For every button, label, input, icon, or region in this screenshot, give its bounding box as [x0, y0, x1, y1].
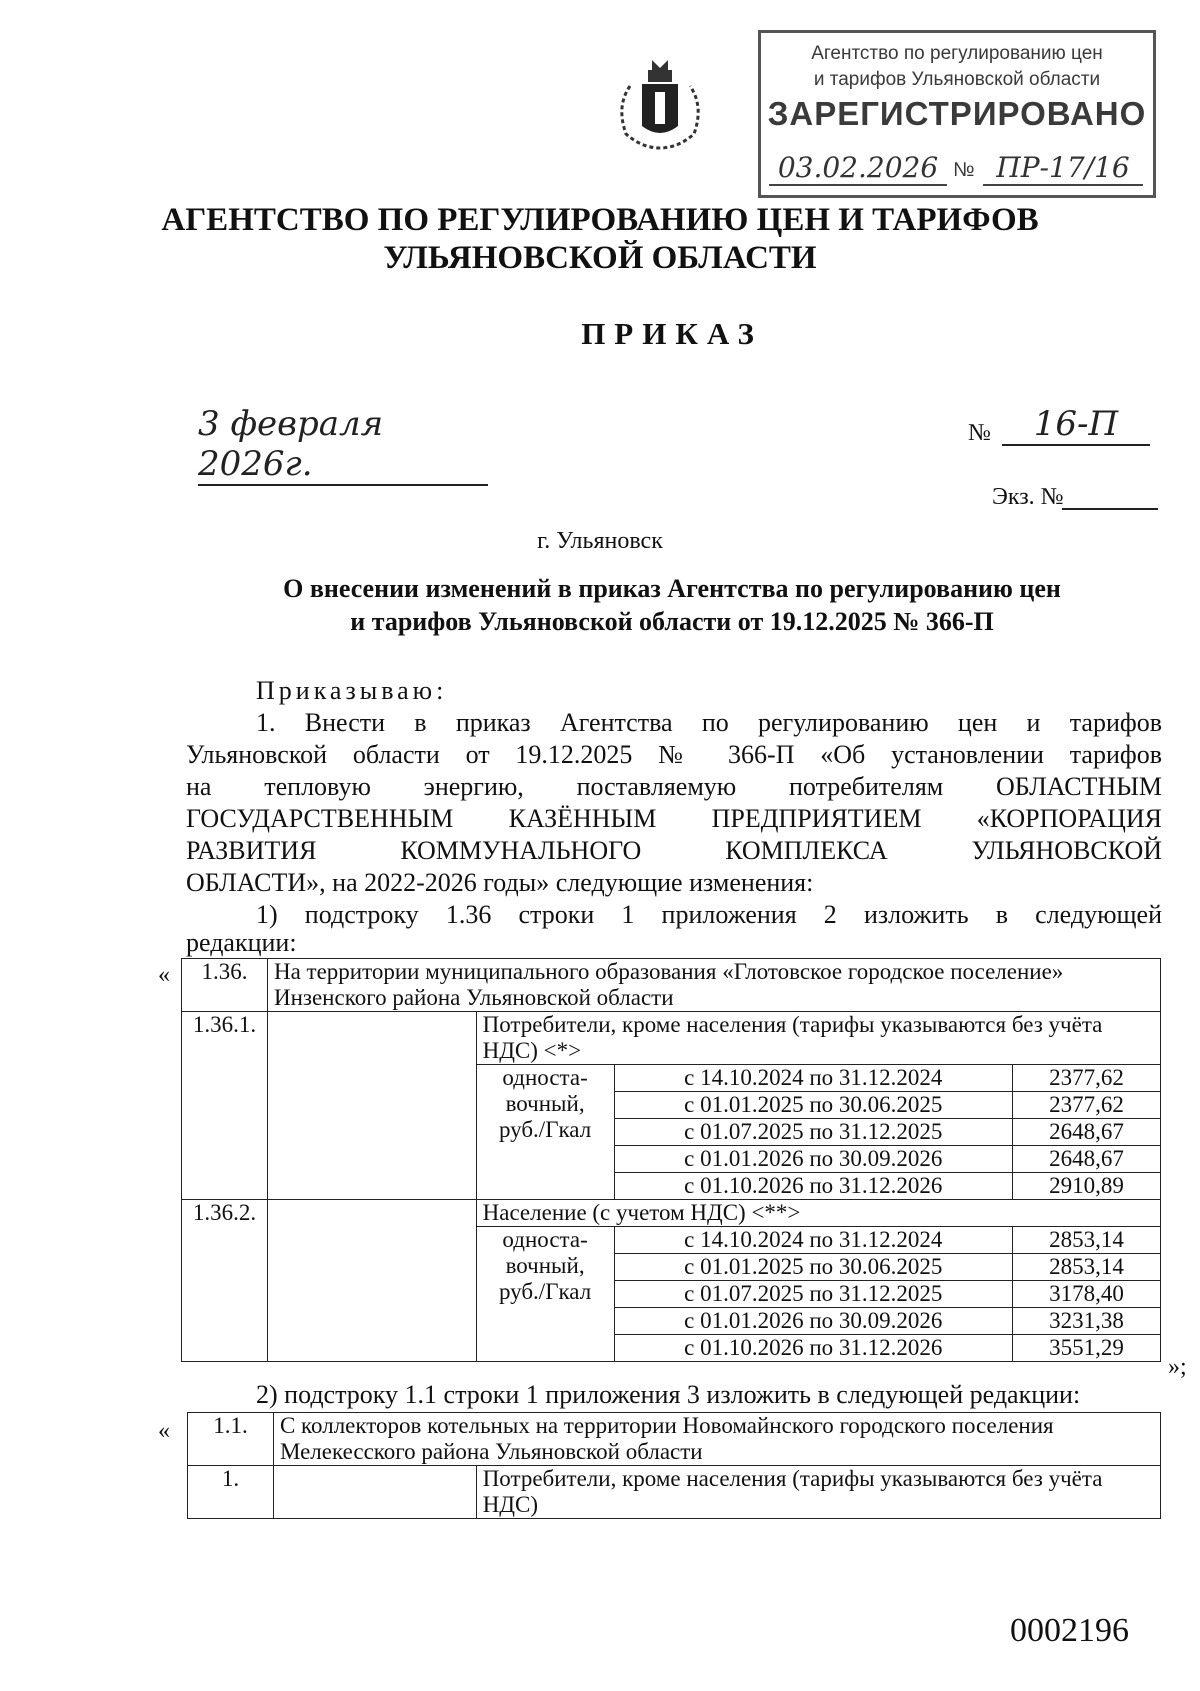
table-cell: с 01.07.2025 по 31.12.2025 — [614, 1281, 1013, 1308]
stamp-number: ПР-17/16 — [983, 151, 1143, 186]
table-cell: с 14.10.2024 по 31.12.2024 — [614, 1065, 1013, 1092]
item-2: 2) подстроку 1.1 строки 1 приложения 3 изложить в следующей редакции: — [256, 1380, 1081, 1409]
order-word: Приказываю: — [256, 676, 448, 705]
agency-title-line-2: УЛЬЯНОВСКОЙ ОБЛАСТИ — [383, 240, 817, 276]
table-row — [182, 959, 1161, 1012]
table-cell: На территории муниципального образования «Глотовское городское поселение» Инзенского района Ульяновской области — [267, 959, 1160, 1012]
table-cell: с 01.01.2025 по 30.06.2025 — [614, 1254, 1013, 1281]
table-cell: 2648,67 — [1013, 1119, 1161, 1146]
paragraph-1-line-4: ГОСУДАРСТВЕННЫМ КАЗЁННЫМ ПРЕДПРИЯТИЕМ «КОРПОРАЦИЯ — [186, 804, 1162, 833]
document-serial-number: 0002196 — [1010, 1612, 1129, 1649]
close-quote: »; — [1168, 1354, 1187, 1380]
table-cell: с 01.01.2026 по 30.09.2026 — [614, 1308, 1013, 1335]
stamp-date: 03.02.2026 — [769, 151, 947, 186]
handwritten-date: 3 февраля 2026г. — [198, 404, 488, 486]
table-cell — [267, 1012, 476, 1200]
table-cell: с 01.01.2026 по 30.09.2026 — [614, 1146, 1013, 1173]
table-cell: 2648,67 — [1013, 1146, 1161, 1173]
stamp-number-label: № — [953, 159, 975, 181]
table-cell: 1. — [188, 1466, 274, 1519]
table-cell — [267, 1200, 476, 1362]
table-cell: 2853,14 — [1013, 1254, 1161, 1281]
coat-of-arms-icon — [612, 56, 708, 152]
city: г. Ульяновск — [537, 528, 663, 554]
stamp-line-2: и тарифов Ульяновской области — [813, 69, 1101, 90]
table-row — [182, 1200, 1161, 1227]
paragraph-1-line-1: 1. Внести в приказ Агентства по регулированию цен и тарифов — [256, 708, 1162, 737]
open-quote-2: « — [158, 1418, 170, 1444]
table-cell: 3178,40 — [1013, 1281, 1161, 1308]
paragraph-1-line-6: ОБЛАСТИ», на 2022-2026 годы» следующие изменения: — [186, 868, 814, 897]
stamp-registered: ЗАРЕГИСТРИРОВАНО — [767, 95, 1147, 132]
order-number-label: № — [968, 420, 991, 446]
copy-number-blank — [1062, 508, 1158, 510]
table-cell: односта-вочный, руб./Гкал — [476, 1227, 614, 1362]
table-cell: с 01.10.2026 по 31.12.2026 — [614, 1173, 1013, 1200]
table-cell: Потребители, кроме населения (тарифы указываются без учёта НДС) — [476, 1466, 1160, 1519]
table-cell: 3231,38 — [1013, 1308, 1161, 1335]
table-cell: Потребители, кроме населения (тарифы указываются без учёта НДС) <*> — [476, 1012, 1160, 1065]
registration-stamp — [758, 30, 1156, 198]
table-cell: 2377,62 — [1013, 1065, 1161, 1092]
item-1-line-2: редакции: — [186, 928, 297, 957]
table-cell: 1.36. — [182, 959, 268, 1012]
table-row — [188, 1413, 1161, 1466]
paragraph-1-line-5: РАЗВИТИЯ КОММУНАЛЬНОГО КОМПЛЕКСА УЛЬЯНОВСКОЙ — [186, 836, 1162, 865]
subject-line-2: и тарифов Ульяновской области от 19.12.2025 № 366-П — [350, 607, 994, 636]
table-cell — [273, 1466, 476, 1519]
tariff-table-2 — [187, 1412, 1161, 1519]
paragraph-1-line-3: на тепловую энергию, поставляемую потребителям ОБЛАСТНЫМ — [186, 772, 1162, 801]
table-cell: С коллекторов котельных на территории Новомайнского городского поселения Мелекесского района Ульяновской области — [273, 1413, 1160, 1466]
table-cell: 1.36.2. — [182, 1200, 268, 1362]
table-cell: Население (с учетом НДС) <**> — [476, 1200, 1160, 1227]
document-type: ПРИКАЗ — [581, 316, 763, 351]
table-cell: 2377,62 — [1013, 1092, 1161, 1119]
agency-title-line-1: АГЕНТСТВО ПО РЕГУЛИРОВАНИЮ ЦЕН И ТАРИФОВ — [161, 202, 1039, 238]
subject-line-1: О внесении изменений в приказ Агентства по регулированию цен — [283, 574, 1061, 603]
table-row — [188, 1466, 1161, 1519]
table-cell: односта-вочный, руб./Гкал — [476, 1065, 614, 1200]
table-cell: 3551,29 — [1013, 1335, 1161, 1362]
paragraph-1-line-2: Ульяновской области от 19.12.2025 № 366-П «Об установлении тарифов — [186, 740, 1162, 769]
item-1-line-1: 1) подстроку 1.36 строки 1 приложения 2 изложить в следующей — [256, 900, 1162, 929]
open-quote: « — [158, 962, 170, 988]
copy-number-label: Экз. № — [992, 484, 1064, 510]
table-cell: с 01.07.2025 по 31.12.2025 — [614, 1119, 1013, 1146]
stamp-line-1: Агентство по регулированию цен — [811, 43, 1103, 64]
table-cell: с 01.01.2025 по 30.06.2025 — [614, 1092, 1013, 1119]
tariff-table-1 — [181, 958, 1161, 1362]
table-cell: 2853,14 — [1013, 1227, 1161, 1254]
handwritten-order-number: 16-П — [1002, 404, 1150, 446]
table-row — [182, 1012, 1161, 1065]
table-cell: 1.36.1. — [182, 1012, 268, 1200]
table-cell: 1.1. — [188, 1413, 274, 1466]
table-cell: с 01.10.2026 по 31.12.2026 — [614, 1335, 1013, 1362]
table-cell: с 14.10.2024 по 31.12.2024 — [614, 1227, 1013, 1254]
table-cell: 2910,89 — [1013, 1173, 1161, 1200]
